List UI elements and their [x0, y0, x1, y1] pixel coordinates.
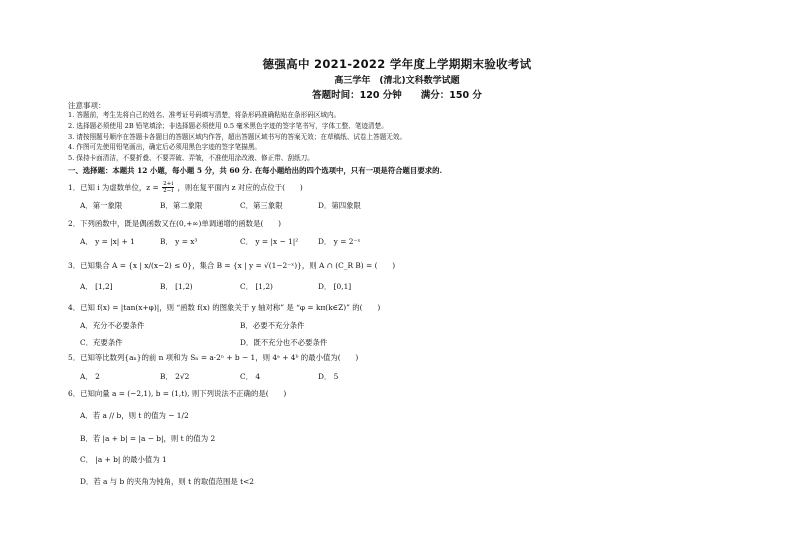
fraction-denominator: 2−i [163, 188, 174, 195]
question-2: 2．下列函数中，既是偶函数又在(0,+∞)单调递增的函数是( ) [68, 219, 282, 228]
q3-option-a: A． [1,2] [80, 282, 113, 291]
exam-time-score: 答题时间：120 分钟 满分：150 分 [312, 90, 482, 101]
q5-option-a: A． 2 [80, 372, 100, 381]
fraction-numerator: 2+i [163, 181, 174, 187]
fraction [162, 181, 174, 195]
q2-option-c: C． y = |x − 1|² [240, 237, 299, 246]
section-heading: 一、选择题：本题共 12 小题，每小题 5 分，共 60 分. 在每小题给出的四个选项中，只有一项是符合题目要求的. [68, 166, 443, 175]
exam-subtitle: 高三学年 (清北)文科数学试题 [334, 76, 460, 86]
q6-option-d: D．若 a 与 b 的夹角为钝角，则 t 的取值范围是 t<2 [80, 477, 254, 486]
q1-option-c: C．第三象限 [240, 201, 283, 210]
notice-item: 4. 作图可先使用铅笔画出，确定后必须用黑色字迹的签字笔描黑。 [68, 143, 262, 152]
q1-option-b: B．第二象限 [160, 201, 203, 210]
q1-option-d: D．第四象限 [318, 201, 361, 210]
q4-option-b: B．必要不充分条件 [240, 321, 305, 330]
notice-item: 5. 保持卡面清洁，不要折叠、不要弄破、弄皱，不准使用涂改液、修正带、刮纸刀。 [68, 154, 314, 163]
q2-option-a: A． y = |x| + 1 [80, 237, 135, 246]
notice-list [68, 110, 708, 164]
q4-option-c: C．充要条件 [80, 338, 123, 347]
q5-option-d: D． 5 [318, 372, 339, 381]
question-1-stem-post: ，则在复平面内 z 对应的点位于( ) [177, 182, 303, 192]
q5-option-b: B． 2√2 [160, 372, 190, 381]
question-1 [68, 181, 303, 195]
q6-option-a: A．若 a // b，则 t 的值为 − 1/2 [80, 411, 189, 420]
question-6: 6．已知向量 a = (−2,1), b = (1,t), 则下列说法不正确的是( ) [68, 389, 287, 398]
notice-heading: 注意事项： [68, 101, 106, 110]
q4-option-d: D．既不充分也不必要条件 [240, 338, 328, 347]
q6-option-b: B．若 |a + b| = |a − b|，则 t 的值为 2 [80, 434, 216, 443]
question-1-stem-pre: 1．已知 i 为虚数单位，z = [68, 182, 159, 192]
q2-option-d: D． y = 2⁻ˣ [318, 237, 361, 246]
q4-option-a: A．充分不必要条件 [80, 321, 145, 330]
q5-option-c: C． 4 [240, 372, 261, 381]
q2-option-b: B． y = x³ [160, 237, 198, 246]
question-3: 3．已知集合 A = {x | x/(x−2) ≤ 0}，集合 B = {x | y = √(1−2⁻ˣ)}，则 A ∩ (C_R B) = ( ) [68, 261, 396, 270]
notice-item: 1. 答题前，考生先将自己的姓名、准考证号码填写清楚，将条形码准确粘贴在条形码区域内。 [68, 111, 341, 119]
exam-title: 德强高中 2021-2022 学年度上学期期末验收考试 [262, 57, 532, 71]
notice-item: 3. 请按照题号顺序在答题卡各题目的答题区域内作答，超出答题区域书写的答案无效；在草稿纸、试卷上答题无效。 [68, 132, 407, 141]
notice-item: 2. 选择题必须使用 2B 铅笔填涂；非选择题必须使用 0.5 毫米黑色字迹的签字笔书写，字体工整、笔迹清楚。 [68, 121, 388, 130]
q3-option-b: B． [1,2) [160, 282, 193, 291]
question-4: 4．已知 f(x) = |tan(x+φ)|，则 “函数 f(x) 的图象关于 y 轴对称” 是 “φ = kπ(k∈Z)” 的( ) [68, 303, 381, 312]
q3-option-d: D． [0,1] [318, 282, 352, 291]
q6-option-c: C． |a + b| 的最小值为 1 [80, 455, 167, 464]
question-5: 5．已知等比数列{aₙ}的前 n 项和为 Sₙ = a·2ⁿ + b − 1，则 4ᵃ + 4ᵇ 的最小值为( ) [68, 353, 359, 362]
q3-option-c: C． [1,2) [240, 282, 273, 291]
q1-option-a: A．第一象限 [80, 201, 123, 210]
